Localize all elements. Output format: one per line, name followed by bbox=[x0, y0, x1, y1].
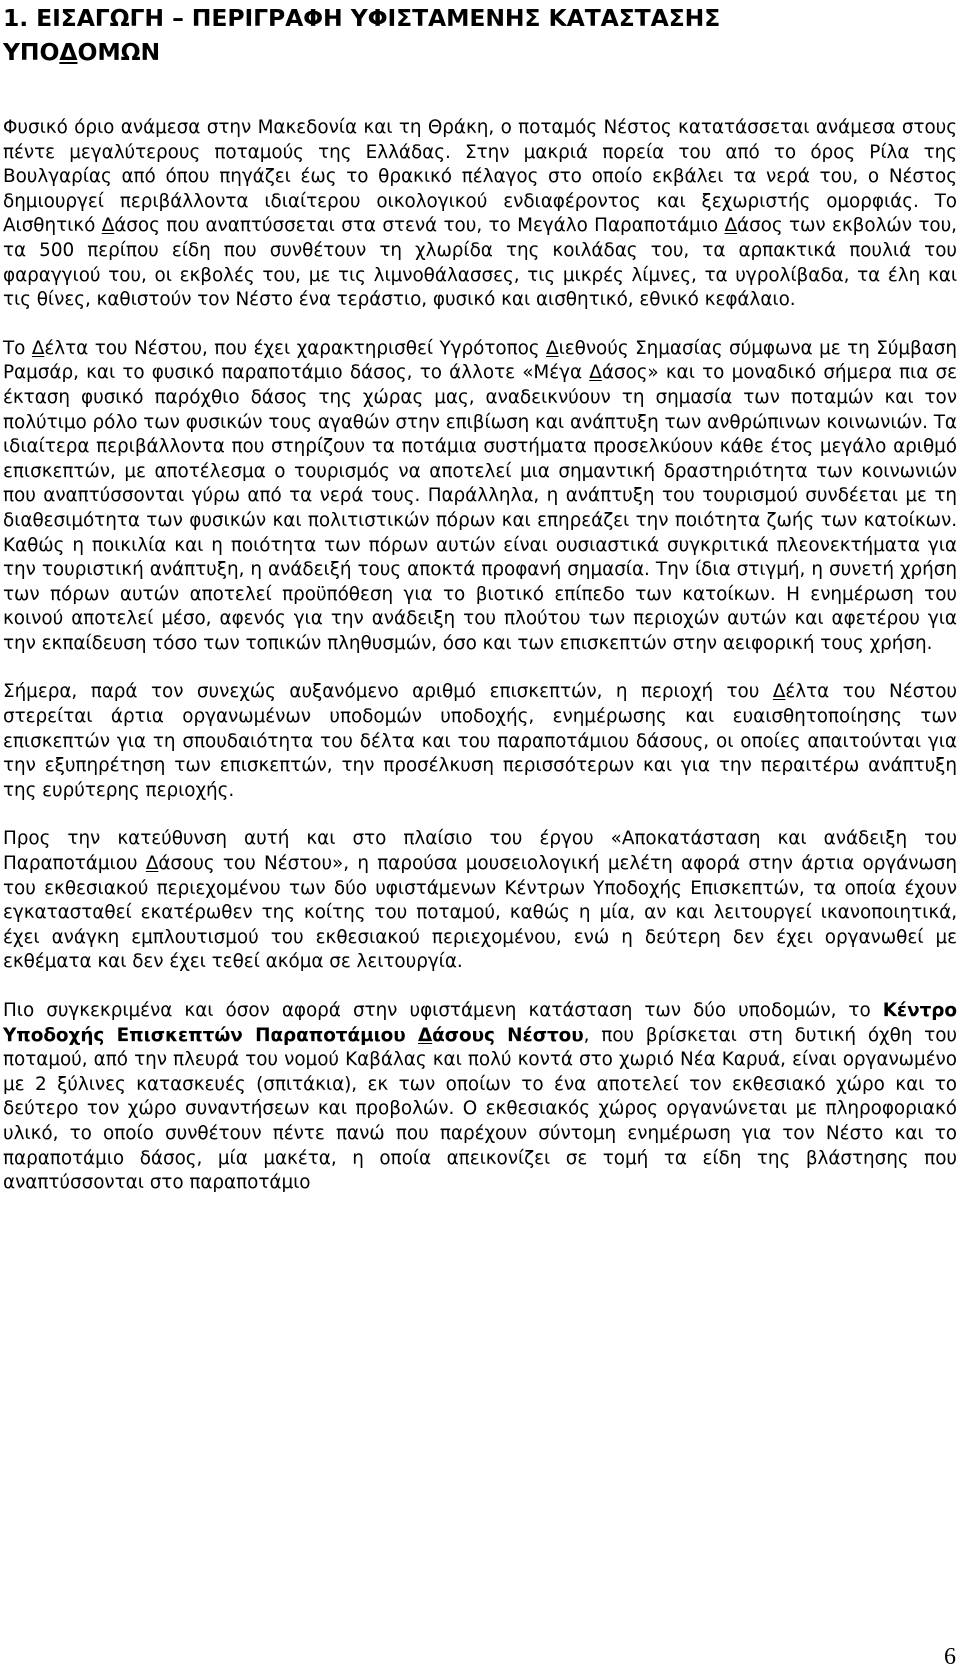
p4-underlined-1: Δ bbox=[145, 853, 159, 875]
p5-text-1: Πιο συγκεκριμένα και όσον αφορά στην υφιστάμενη κατάσταση των δύο υποδομών, το bbox=[3, 1000, 883, 1021]
paragraph-2 bbox=[3, 337, 957, 657]
p4-text-1: Προς την κατεύθυνση αυτή και στο πλαίσιο του έργου «Αποκατάσταση και ανάδειξη του Παραποτάμιου bbox=[3, 828, 957, 875]
paragraph-4 bbox=[3, 827, 957, 975]
heading-underlined-letter: Δ bbox=[59, 38, 78, 66]
p5-text-2: , που βρίσκεται στη δυτική όχθη του ποταμού, από την πλευρά του νομού Καβάλας και πολύ κοντά στο χωριό Νέα Καρυά, είναι οργανωμένο με 2 ξύλινες κατασκευές (σπιτάκια), εκ των οποίων το ένα αποτελεί τον εκθεσιακό χώρο και το δεύτερο τον χώρο συναντήσεων και προβολών. Ο εκθεσιακός χώρος οργανώνεται με πληροφοριακό υλικό, το οποίο συνθέτουν πέντε πανώ που παρέχουν σύντομη ενημέρωση για τον Νέστο και το παραποτάμιο δάσος, μία μακέτα, η οποία απεικονίζει σε τομή τα είδη της βλάστησης που αναπτύσσονται στο παραποτάμιο bbox=[3, 1024, 957, 1194]
p1-underlined-1: Δ bbox=[101, 215, 115, 237]
paragraph-1 bbox=[3, 116, 957, 313]
p2-underlined-2: Δ bbox=[546, 337, 559, 359]
p5-bold-underlined: Δ bbox=[417, 1024, 433, 1046]
section-heading bbox=[3, 0, 957, 69]
paragraph-5 bbox=[3, 999, 957, 1196]
p2-text-1: Το bbox=[3, 337, 32, 359]
p2-underlined-1: Δ bbox=[31, 337, 45, 359]
p2-underlined-3: Δ bbox=[589, 362, 602, 384]
page-number: 6 bbox=[944, 1644, 956, 1670]
p1-underlined-2: Δ bbox=[724, 215, 737, 237]
heading-line-2a: ΥΠΟ bbox=[3, 38, 60, 66]
p3-text-1: Σήμερα, παρά τον συνεχώς αυξανόμενο αριθμό επισκεπτών, η περιοχή του bbox=[3, 681, 773, 703]
heading-line-2c: ΟΜΩΝ bbox=[77, 38, 161, 66]
p3-underlined-1: Δ bbox=[772, 681, 786, 703]
p2-text-4: άσος» και το μοναδικό σήμερα πια σε έκταση φυσικό παρόχθιο δάσος της χώρας μας, αναδεικνύουν τη σημασία των ποταμών και τον πολύτιμο ρόλο των φυσικών τους αγαθών στην επιβίωση και ανάπτυξη των ανθρώπινων κοινωνιών. Τα ιδιαίτερα περιβάλλοντα που στηρίζουν τα ποτάμια συστήματα προσελκύουν κάθε έτος μεγάλο αριθμό επισκεπτών, με αποτέλεσμα ο τουρισμός να αποτελεί μια σημαντική δραστηριότητα των κοινωνιών που αναπτύσσονται γύρω από τα νερά τους. Παράλληλα, η ανάπτυξη του τουρισμού συνδέεται με τη διαθεσιμότητα των φυσικών και πολιτιστικών πόρων και επηρεάζει την ποιότητα ζωής των κατοίκων. Καθώς η ποικιλία και η ποιότητα των πόρων αυτών είναι ουσιαστικά συγκριτικά πλεονεκτήματα για την τουριστική ανάπτυξη, η ανάδειξή τους αποκτά προφανή σημασία. Την ίδια στιγμή, η συνετή χρήση των πόρων αυτών αποτελεί προϋπόθεση για το βιοτικό επίπεδο των κατοίκων. Η ενημέρωση του κοινού αποτελεί μέσο, αφενός για την ανάδειξη του πλούτου των περιοχών αυτών και αφετέρου για την εκπαίδευση τόσο των τοπικών πληθυσμών, όσο και των επισκεπτών στην αειφορική τους χρήση. bbox=[3, 362, 957, 654]
paragraph-3 bbox=[3, 680, 957, 803]
p1-text-3: άσος των εκβολών του, τα 500 περίπου είδη που συνθέτουν τη χλωρίδα της κοιλάδας του, τα αρπακτικά πουλιά του φαραγγιού του, οι εκβολές του, με τις λιμνοθάλασσες, τις μικρές λίμνες, τα υγρολίβαδα, τα έλη και τις θίνες, καθιστούν τον Νέστο ένα τεράστιο, φυσικό και αισθητικό, εθνικό κεφάλαιο. bbox=[3, 215, 957, 311]
p5-bold-1: Κέντρο Υποδοχής Επισκεπτών Παραποτάμιου bbox=[3, 1000, 957, 1046]
p2-text-3: ιεθνούς Σημασίας σύμφωνα με τη Σύμβαση Ραμσάρ, και το φυσικό παραποτάμιο δάσος, το άλλοτε «Μέγα bbox=[3, 337, 958, 384]
p1-text-2: άσος που αναπτύσσεται στα στενά του, το Μεγάλο Παραποτάμιο bbox=[114, 215, 725, 237]
heading-line-1: 1. ΕΙΣΑΓΩΓΗ – ΠΕΡΙΓΡΑΦΗ ΥΦΙΣΤΑΜΕΝΗΣ ΚΑΤΑΣΤΑΣΗΣ bbox=[3, 4, 721, 32]
document-page bbox=[3, 0, 957, 1196]
p1-text-1: Φυσικό όριο ανάμεσα στην Μακεδονία και τη Θράκη, ο ποταμός Νέστος κατατάσσεται ανάμεσα στους πέντε μεγαλύτερους ποταμούς της Ελλάδας. Στην μακριά πορεία του από το όρος Ρίλα της Βουλγαρίας από όπου πηγάζει έως το θρακικό πέλαγος στο οποίο εκβάλει τα νερά του, ο Νέστος δημιουργεί περιβάλλοντα ιδιαίτερου οικολογικού ενδιαφέροντος και ξεχωριστής ομορφιάς. Το Αισθητικό bbox=[3, 117, 957, 237]
p2-text-2: έλτα του Νέστου, που έχει χαρακτηρισθεί Υγρότοπος bbox=[44, 337, 547, 359]
p4-text-2: άσους του Νέστου», η παρούσα μουσειολογική μελέτη αφορά στην άρτια οργάνωση του εκθεσιακού περιεχομένου των δύο υφιστάμενων Κέντρων Υποδοχής Επισκεπτών, τα οποία έχουν εγκατασταθεί εκατέρωθεν της κοίτης του ποταμού, καθώς η μία, αν και λειτουργεί ικανοποιητικά, έχει ανάγκη εμπλουτισμού του εκθεσιακού περιεχομένου, ενώ η δεύτερη δεν έχει οργανωθεί με εκθέματα και δεν έχει τεθεί ακόμα σε λειτουργία. bbox=[3, 853, 958, 973]
p3-text-2: έλτα του Νέστου στερείται άρτια οργανωμένων υποδομών υποδοχής, ενημέρωσης και ευαισθητοποίησης των επισκεπτών για τη σπουδαιότητα του δέλτα και του παραποτάμιου δάσους, οι οποίες απαιτούνται για την εξυπηρέτηση των επισκεπτών, την προσέλκυση περισσότερων και για την περαιτέρω ανάπτυξη της ευρύτερης περιοχής. bbox=[3, 681, 957, 801]
p5-bold-2: άσους Νέστου bbox=[432, 1024, 584, 1046]
